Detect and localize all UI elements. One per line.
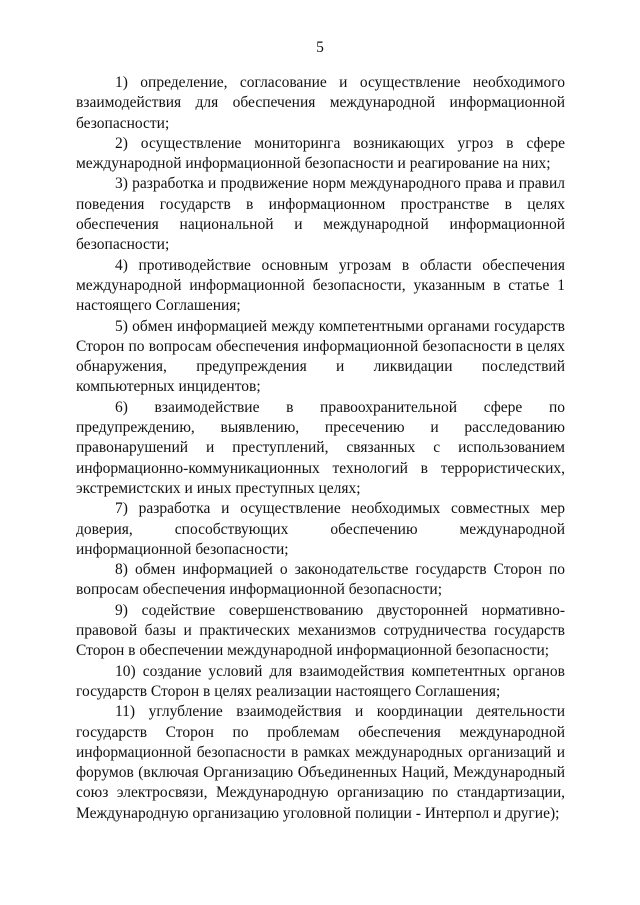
list-item: 2) осуществление мониторинга возникающих угроз в сфере международной информационной безопасности и реагирование на них;	[76, 134, 565, 173]
list-item: 9) содействие совершенствованию двусторонней нормативно-правовой базы и практических механизмов сотрудничества государств Сторон в обеспечении международной информационной безопасности;	[76, 601, 565, 660]
document-body	[76, 73, 565, 824]
list-item: 10) создание условий для взаимодействия компетентных органов государств Сторон в целях реализации настоящего Соглашения;	[76, 662, 565, 700]
list-item: 5) обмен информацией между компетентными органами государств Сторон по вопросам обеспечения информационной безопасности в целях обнаружения, предупреждения и ликвидации последствий компьютерных инцидентов;	[76, 317, 565, 396]
list-item: 8) обмен информацией о законодательстве государств Сторон по вопросам обеспечения информационной безопасности;	[76, 561, 565, 599]
list-item: 7) разработка и осуществление необходимых совместных мер доверия, способствующих обеспечению международной информационной безопасности;	[76, 500, 565, 558]
list-item: 3) разработка и продвижение норм международного права и правил поведения государств в информационном пространстве в целях обеспечения национальной и международной информационной безопасности;	[76, 175, 565, 254]
list-item: 4) противодействие основным угрозам в области обеспечения международной информационной безопасности, указанным в статье 1 настоящего Соглашения;	[76, 256, 565, 315]
list-item: 6) взаимодействие в правоохранительной сфере по предупреждению, выявлению, пресечению и расследованию правонарушений и преступлений, связанных с использованием информационно-коммуникационных технологий в террористических, экстремистских и иных преступных целях;	[76, 398, 565, 497]
page-number: 5	[316, 39, 324, 56]
list-item: 11) углубление взаимодействия и координации деятельности государств Сторон по проблемам обеспечения международной информационной безопасности в рамках международных организаций и форумов (включая Организацию Объединенных Наций, Международный союз электросвязи, Международную организацию по стандартизации, Международную организацию уголовной полиции - Интерпол и другие);	[76, 703, 565, 822]
list-item: 1) определение, согласование и осуществление необходимого взаимодействия для обеспечения международной информационной безопасности;	[76, 74, 565, 132]
